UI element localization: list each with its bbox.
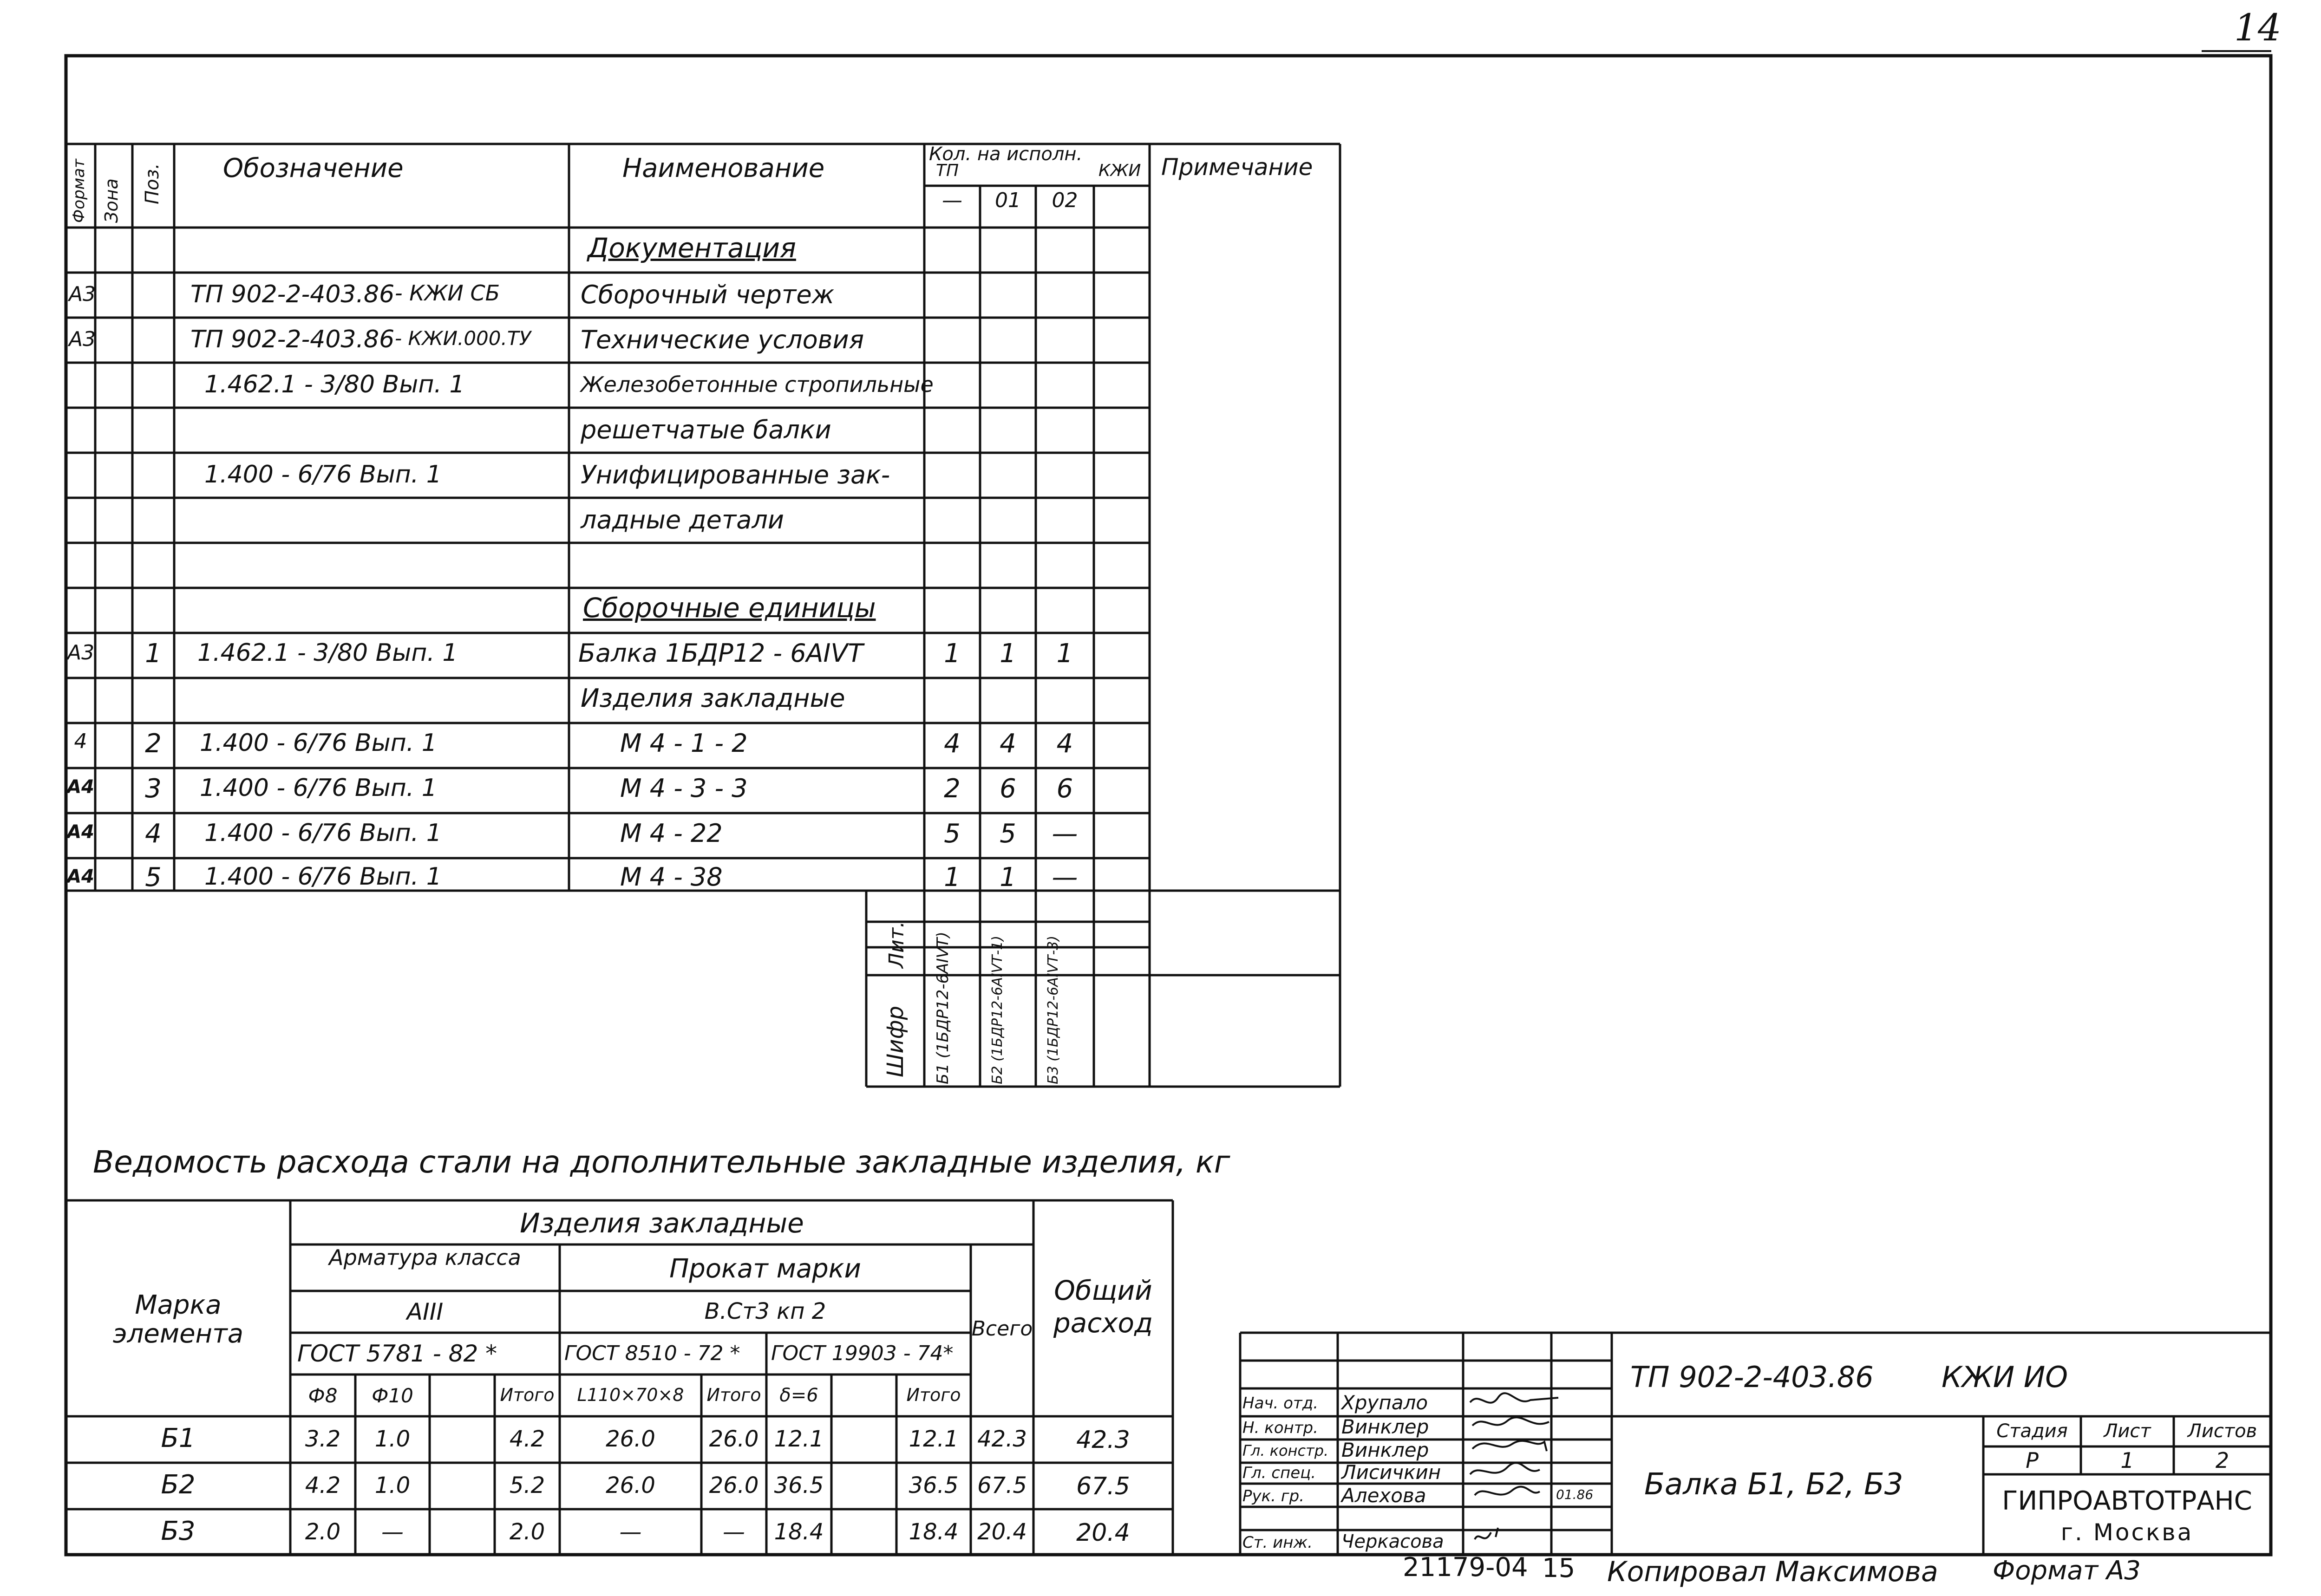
stamp-person: Черкасова [1341, 1531, 1444, 1552]
steel-rebar-gost: ГОСТ 5781 - 82 * [297, 1340, 497, 1367]
header-designation: Обозначение [223, 153, 404, 183]
steel-cell: 2.0 [305, 1519, 341, 1545]
steel-sub-total-plate: Итого [906, 1385, 961, 1405]
header-note: Примечание [1161, 154, 1313, 181]
steel-cell: 26.0 [709, 1472, 759, 1498]
row-qty-0: 2 [944, 774, 961, 804]
steel-total-label: Всего [971, 1317, 1033, 1341]
footer-number: 21179-04 [1403, 1552, 1528, 1583]
row-format: 4 [74, 730, 87, 753]
steel-sub-plate: δ=6 [779, 1385, 818, 1406]
stamp-person: Лисичкин [1341, 1461, 1441, 1484]
row-designation: 1.462.1 - 3/80 Вып. 1 [197, 639, 458, 667]
row-designation: 1.400 - 6/76 Вып. 1 [200, 729, 437, 757]
section-units: Сборочные единицы [583, 592, 876, 624]
steel-cell: 3.2 [305, 1426, 341, 1452]
header-format: Формат [70, 159, 88, 223]
row-pos: 2 [145, 729, 162, 759]
steel-overall-header: Общий расход [1053, 1275, 1153, 1339]
steel-cell: 26.0 [606, 1472, 655, 1498]
header-qty-col-1: 01 [995, 189, 1021, 212]
steel-cell: 26.0 [606, 1426, 655, 1452]
steel-sub-f8: Ф8 [308, 1384, 338, 1407]
steel-cell: 36.5 [909, 1472, 959, 1498]
row-name: Сборочный чертеж [581, 280, 835, 309]
steel-cell: 67.5 [977, 1472, 1027, 1498]
row-designation-suffix: - КЖИ.000.ТУ [395, 327, 531, 350]
steel-row-mark: Б1 [161, 1423, 196, 1453]
row-name: Балка 1БДР12 - 6АIVТ [578, 638, 863, 668]
steel-gost-19903: ГОСТ 19903 - 74* [771, 1342, 954, 1365]
steel-cell: — [619, 1519, 642, 1545]
header-qty-tp: ТП [936, 161, 959, 180]
row-qty-1: 1 [1000, 862, 1016, 892]
stamp-sheets-label: Листов [2187, 1420, 2257, 1442]
steel-mark-header: Марка элемента [112, 1290, 244, 1349]
steel-cell: 67.5 [1076, 1472, 1130, 1500]
steel-cell: 2.0 [509, 1519, 545, 1545]
steel-cell: 4.2 [509, 1426, 545, 1452]
row-pos: 5 [145, 862, 162, 892]
stamp-person: Хрупало [1341, 1391, 1428, 1414]
steel-title: Ведомость расхода стали на дополнительные закладные изделия, кг [93, 1144, 1230, 1180]
steel-cell: — [381, 1519, 404, 1545]
header-name: Наименование [622, 153, 825, 183]
header-zone: Зона [101, 178, 122, 223]
steel-cell: 20.4 [977, 1519, 1027, 1545]
stamp-person: Алехова [1341, 1484, 1426, 1507]
row-designation: 1.462.1 - 3/80 Вып. 1 [204, 371, 465, 398]
row-name: М 4 - 22 [620, 819, 723, 848]
stamp-date-note: 01.86 [1556, 1487, 1594, 1502]
steel-sub-total-angle: Итого [706, 1385, 761, 1405]
stamp-sheet: 1 [2120, 1448, 2134, 1473]
steel-rolled-grade: В.Ст3 кп 2 [704, 1298, 826, 1324]
row-qty-1: 4 [1000, 729, 1016, 759]
row-format: А4 [67, 821, 94, 843]
row-name: решетчатые балки [581, 415, 831, 444]
stamp-person: Винклер [1341, 1439, 1429, 1461]
row-qty-0: 5 [944, 819, 961, 849]
steel-rebar-class: Арматура класса [329, 1245, 521, 1270]
row-qty-0: 4 [944, 729, 961, 759]
row-qty-2: — [1052, 819, 1078, 849]
steel-cell: 4.2 [305, 1472, 341, 1498]
row-name: Унифицированные зак- [581, 460, 890, 489]
row-format: А3 [67, 641, 95, 664]
footer-format: Формат А3 [1993, 1556, 2141, 1586]
row-qty-1: 6 [1000, 774, 1016, 804]
row-name: Технические условия [581, 325, 864, 354]
steel-sub-f10: Ф10 [372, 1384, 413, 1407]
stamp-role: Гл. констр. [1242, 1442, 1329, 1459]
row-name: Изделия закладные [581, 684, 845, 713]
stamp-person: Винклер [1341, 1415, 1429, 1438]
stamp-org: ГИПРОАВТОТРАНС [2002, 1486, 2252, 1516]
steel-cell: 1.0 [374, 1426, 411, 1452]
header-pos: Поз. [142, 163, 163, 204]
row-format: А3 [69, 327, 96, 351]
cipher-label: Шифр [883, 1005, 909, 1077]
row-name: М 4 - 1 - 2 [620, 729, 748, 758]
row-qty-1: 1 [1000, 638, 1016, 669]
steel-cell: 18.4 [774, 1519, 824, 1545]
steel-cell: 5.2 [509, 1472, 545, 1498]
steel-gost-8510: ГОСТ 8510 - 72 * [564, 1342, 740, 1365]
row-qty-0: 1 [944, 862, 961, 892]
row-designation: 1.400 - 6/76 Вып. 1 [204, 461, 442, 489]
stamp-sheet-label: Лист [2104, 1420, 2151, 1442]
steel-cell: 18.4 [909, 1519, 959, 1545]
row-designation-suffix: - КЖИ СБ [395, 280, 500, 306]
stamp-role: Гл. спец. [1242, 1464, 1316, 1482]
row-qty-1: 5 [1000, 819, 1016, 849]
row-name: М 4 - 3 - 3 [620, 774, 748, 803]
cipher-b3: Б3 (1БДР12-6АIVТ-3) [1045, 935, 1061, 1084]
steel-embedded-header: Изделия закладные [520, 1207, 804, 1239]
section-docs: Документация [588, 232, 796, 264]
row-pos: 1 [145, 638, 162, 669]
steel-cell: 42.3 [977, 1426, 1027, 1452]
row-format: А3 [69, 282, 96, 306]
row-qty-0: 1 [944, 638, 961, 669]
stamp-city: г. Москва [2060, 1519, 2194, 1546]
row-qty-2: 6 [1056, 774, 1073, 804]
row-designation: 1.400 - 6/76 Вып. 1 [200, 774, 437, 802]
steel-cell: 12.1 [909, 1426, 959, 1452]
steel-cell: 42.3 [1076, 1426, 1130, 1454]
steel-row-mark: Б3 [161, 1516, 196, 1546]
steel-cell: 20.4 [1076, 1519, 1130, 1547]
row-designation: ТП 902-2-403.86 [190, 326, 395, 353]
header-qty-title: Кол. на исполн. [929, 143, 1083, 165]
stamp-sheets: 2 [2215, 1448, 2229, 1473]
row-qty-2: 1 [1056, 638, 1073, 669]
header-qty-col-0: — [942, 189, 962, 212]
cipher-b1: Б1 (1БДР12-6АIVТ) [934, 932, 952, 1084]
stamp-role: Рук. гр. [1242, 1487, 1305, 1505]
row-name: М 4 - 38 [620, 862, 723, 892]
row-designation: 1.400 - 6/76 Вып. 1 [204, 819, 442, 847]
header-qty-col-2: 02 [1052, 189, 1078, 212]
footer-copied: Копировал Максимова [1607, 1556, 1938, 1588]
row-format: А4 [67, 776, 94, 798]
steel-cell: 36.5 [774, 1472, 824, 1498]
lit-label: Лит. [885, 921, 909, 968]
row-qty-2: — [1052, 862, 1078, 892]
steel-row-mark: Б2 [161, 1470, 196, 1500]
steel-cell: 26.0 [709, 1426, 759, 1452]
stamp-role: Нач. отд. [1242, 1394, 1319, 1413]
steel-cell: 1.0 [374, 1472, 411, 1498]
stamp-title: Балка Б1, Б2, Б3 [1644, 1467, 1903, 1502]
steel-sub-total-rebar: Итого [500, 1385, 555, 1405]
footer-page: 15 [1542, 1553, 1576, 1583]
stamp-role: Ст. инж. [1242, 1533, 1313, 1552]
stamp-stage-label: Стадия [1996, 1420, 2068, 1442]
steel-cell: 12.1 [774, 1426, 824, 1452]
row-format: А4 [67, 866, 94, 887]
stamp-role: Н. контр. [1242, 1419, 1318, 1437]
steel-sub-angle: L110×70×8 [577, 1385, 684, 1405]
row-name: ладные детали [581, 505, 784, 534]
stamp-mark: КЖИ ИО [1942, 1360, 2068, 1394]
row-designation: 1.400 - 6/76 Вып. 1 [204, 863, 442, 891]
row-qty-2: 4 [1056, 729, 1073, 759]
row-name: Железобетонные стропильные [581, 372, 934, 397]
header-qty-kzhi: КЖИ [1098, 161, 1141, 180]
page-number: 14 [2234, 6, 2282, 49]
row-designation: ТП 902-2-403.86 [190, 280, 395, 308]
stamp-stage: Р [2026, 1448, 2039, 1473]
signatures-icon [1465, 1388, 1614, 1555]
steel-rolled-header: Прокат марки [669, 1254, 861, 1284]
steel-cell: — [723, 1519, 745, 1545]
cipher-b2: Б2 (1БДР12-6АIVТ-1) [989, 935, 1006, 1084]
row-pos: 4 [145, 819, 162, 849]
stamp-code: ТП 902-2-403.86 [1630, 1360, 1874, 1394]
row-pos: 3 [145, 774, 162, 804]
steel-rebar-grade: АIII [406, 1298, 444, 1325]
